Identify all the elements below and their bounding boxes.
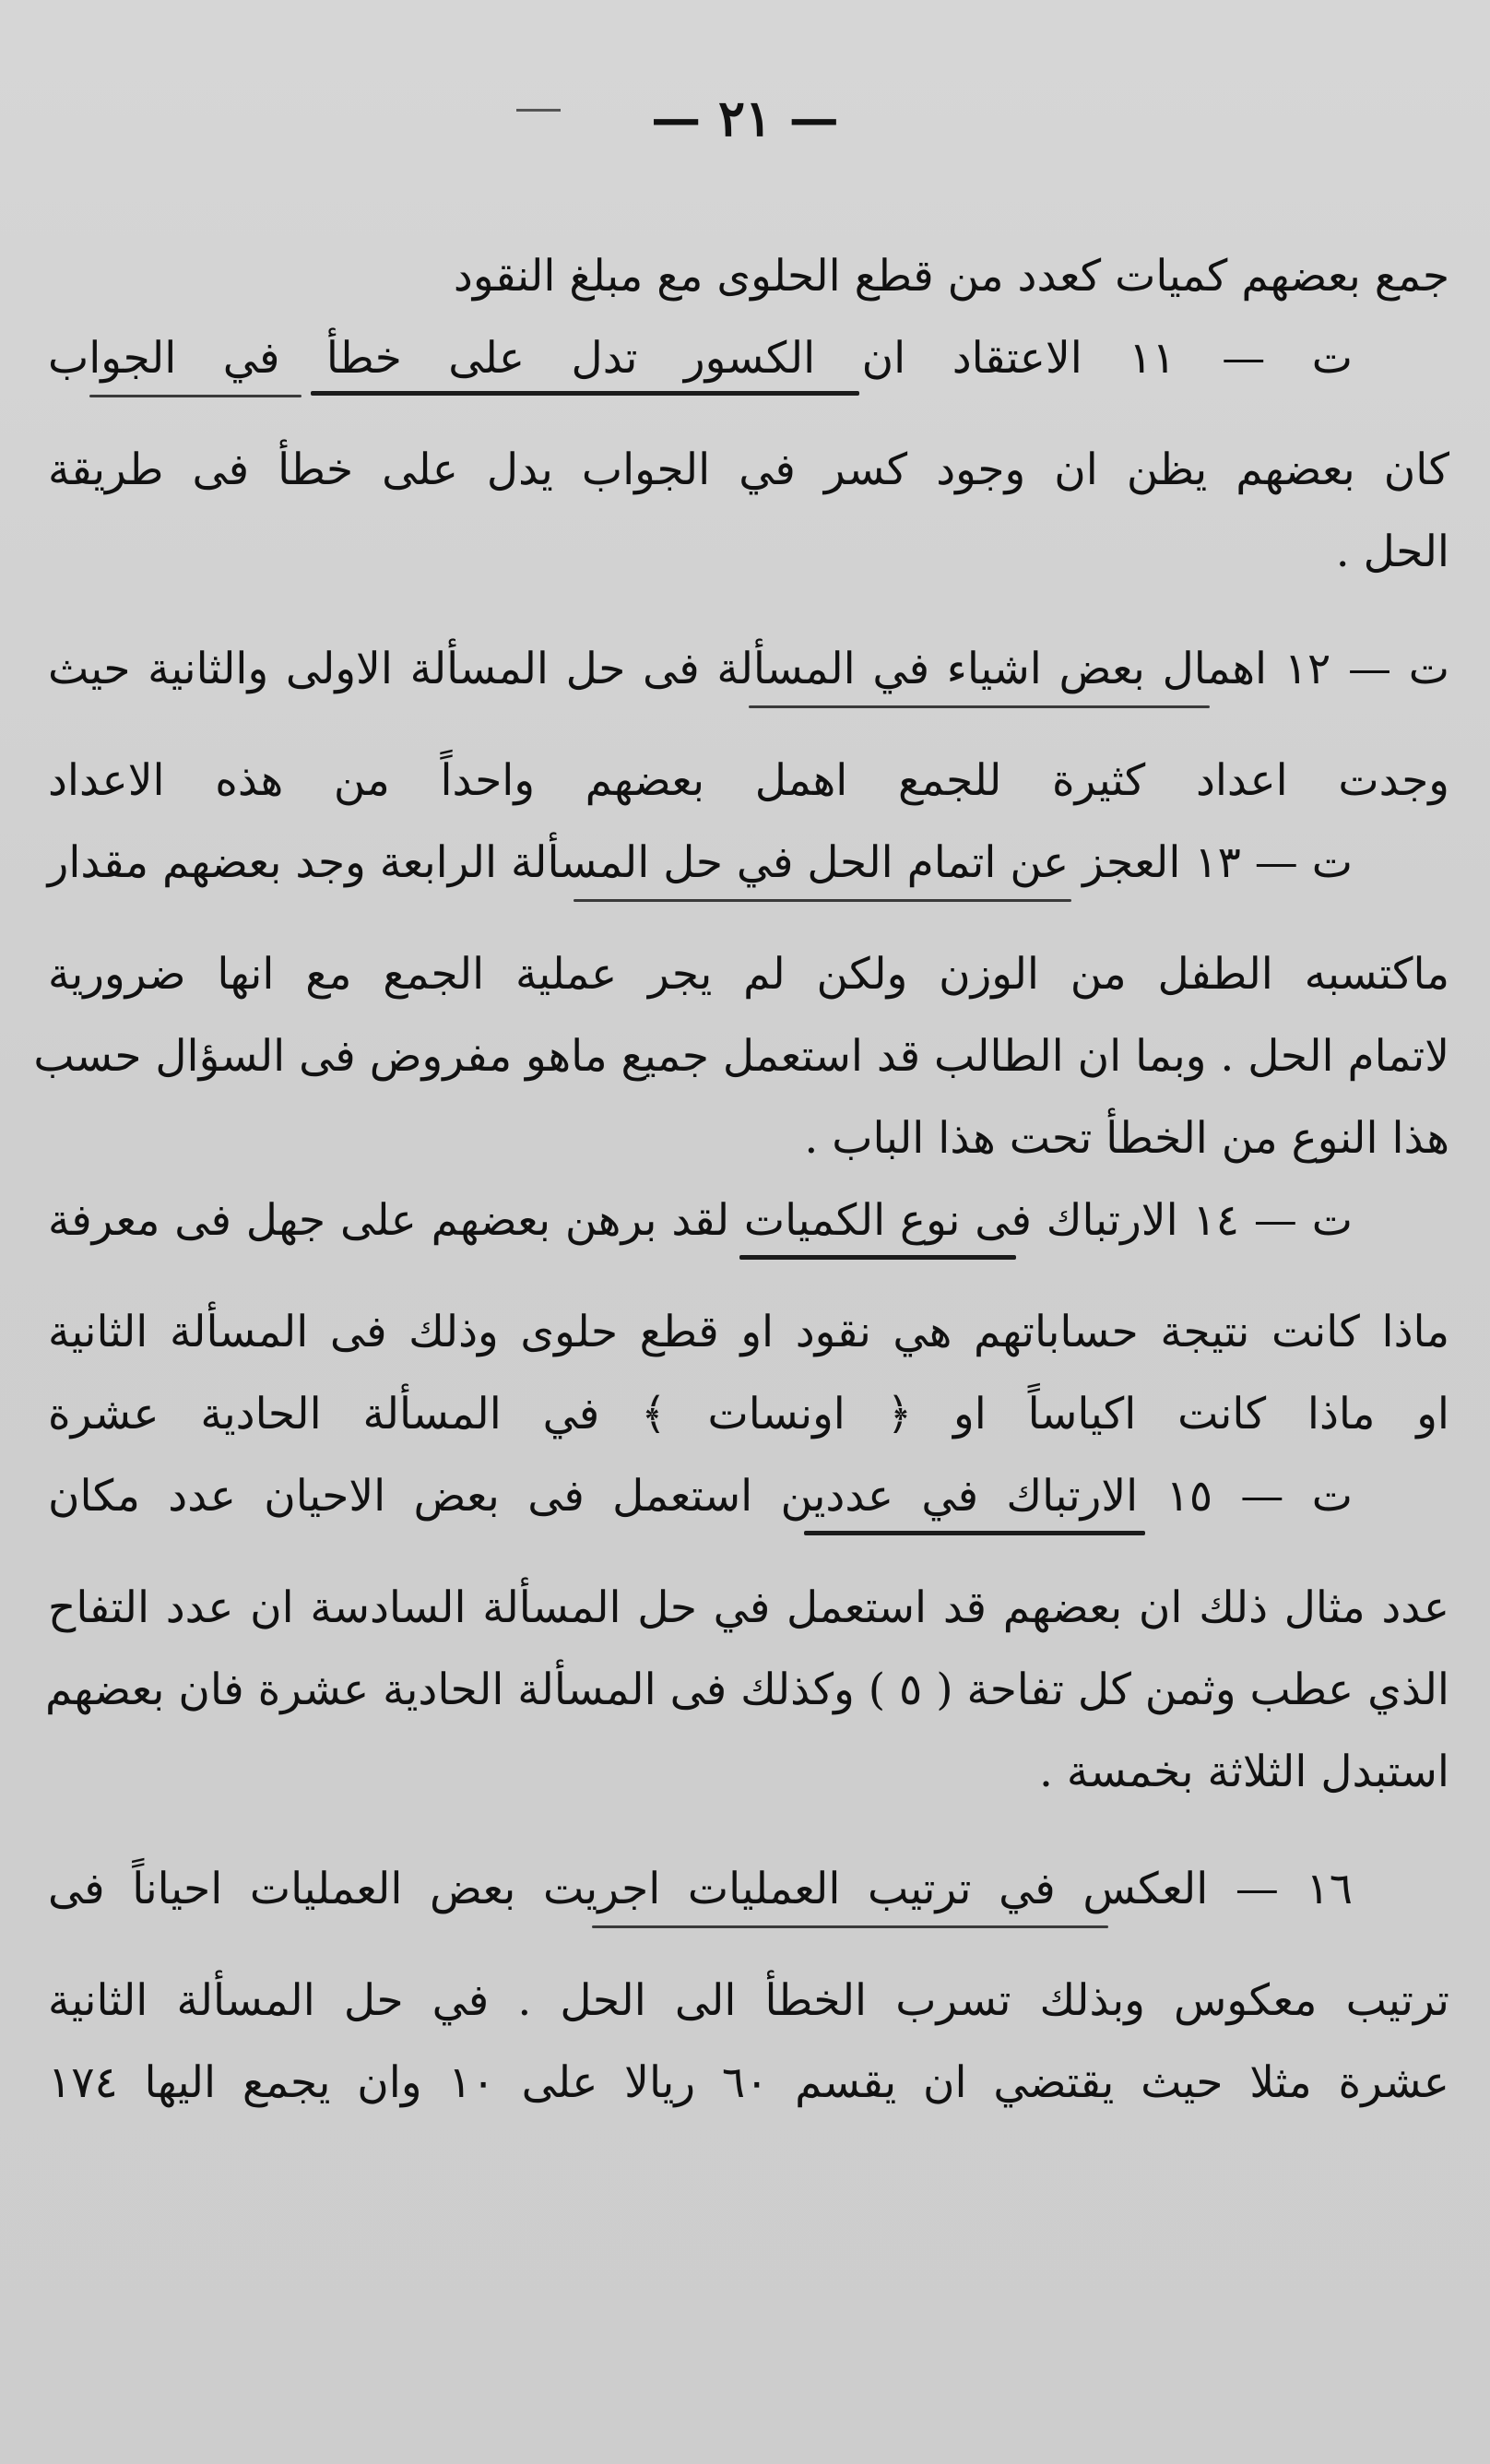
underline-12 xyxy=(749,705,1210,708)
heading-13 xyxy=(48,822,1449,904)
heading-14 xyxy=(48,1179,1449,1262)
page-number-dash xyxy=(516,109,561,112)
text-line-16: الذي عطب وثمن كل تفاحة ( ٥ ) وكذلك فى المسألة الحادية عشرة فان بعضهم xyxy=(45,1664,1449,1715)
body-text xyxy=(33,235,1449,2124)
heading-15-text: ت — ١٥ الارتباك في عددين استعمل فى بعض الاحيان عدد مكان xyxy=(48,1471,1353,1522)
heading-13-text: ت — ١٣ العجز عن اتمام الحل في حل المسألة الرابعة وجد بعضهم مقدار xyxy=(47,837,1353,888)
heading-12-text: ت — ١٢ اهمال بعض اشياء في المسألة فى حل المسألة الاولى والثانية حيث xyxy=(48,644,1449,694)
text-line-15: عدد مثال ذلك ان بعضهم قد استعمل في حل المسألة السادسة ان عدد التفاح xyxy=(48,1582,1449,1633)
text-line-1: جمع بعضهم كميات كعدد من قطع الحلوى مع مبلغ النقود xyxy=(453,251,1449,302)
heading-12 xyxy=(48,628,1449,710)
text-line-19: ترتيب معكوس وبذلك تسرب الخطأ الى الحل . في حل المسألة الثانية xyxy=(48,1975,1449,2026)
text-line-17: استبدل الثلاثة بخمسة . xyxy=(1039,1747,1449,1797)
text-line-13: او ماذا كانت اكياساً او ﴿ اونسات ﴾ في المسألة الحادية عشرة xyxy=(48,1389,1449,1439)
text-line-4: الحل . xyxy=(1335,527,1449,577)
heading-11 xyxy=(48,317,1449,399)
underline-11 xyxy=(311,391,859,396)
underline-11-b xyxy=(89,395,302,397)
text-line-10: هذا النوع من الخطأ تحت هذا الباب . xyxy=(804,1113,1449,1164)
underline-14 xyxy=(739,1255,1016,1260)
heading-16-text: ١٦ — العكس في ترتيب العمليات اجريت بعض العمليات احياناً فى xyxy=(48,1864,1353,1914)
underline-15 xyxy=(804,1531,1145,1535)
page-number: — ٢١ — xyxy=(651,89,839,148)
heading-11-text: ت — ١١ الاعتقاد ان الكسور تدل على خطأ في الجواب xyxy=(48,333,1353,384)
text-line-6: وجدت اعداد كثيرة للجمع اهمل بعضهم واحداً من هذه الاعداد xyxy=(48,755,1449,806)
text-line-12: ماذا كانت نتيجة حساباتهم هي نقود او قطع حلوى وذلك فى المسألة الثانية xyxy=(48,1307,1449,1357)
heading-15 xyxy=(48,1455,1449,1537)
text-line-3: كان بعضهم يظن ان وجود كسر في الجواب يدل على خطأ فى طريقة xyxy=(48,444,1449,495)
underline-13 xyxy=(574,899,1071,902)
text-line-9: لاتمام الحل . وبما ان الطالب قد استعمل جميع ماهو مفروض فى السؤال حسب xyxy=(33,1031,1449,1082)
underline-16 xyxy=(592,1925,1108,1928)
heading-16 xyxy=(48,1848,1449,1930)
heading-14-text: ت — ١٤ الارتباك فى نوع الكميات لقد برهن بعضهم على جهل فى معرفة xyxy=(48,1195,1353,1246)
text-line-20: عشرة مثلا حيث يقتضي ان يقسم ٦٠ ريالا على ١٠ وان يجمع اليها ١٧٤ xyxy=(48,2057,1449,2108)
text-line-8: ماكتسبه الطفل من الوزن ولكن لم يجر عملية الجمع مع انها ضرورية xyxy=(48,949,1449,1000)
